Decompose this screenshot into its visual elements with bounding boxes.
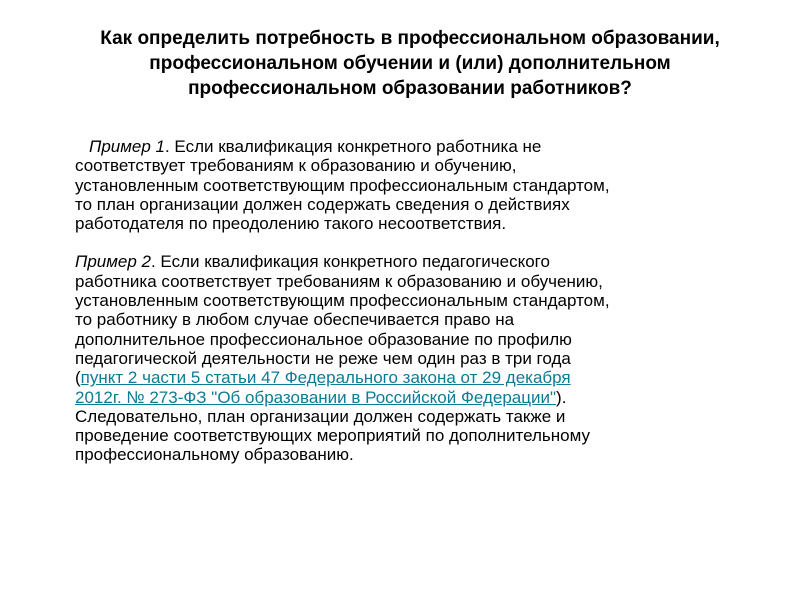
example-2-label: Пример 2 bbox=[75, 252, 151, 272]
example-1-paragraph bbox=[75, 137, 775, 233]
example-1-label: Пример 1 bbox=[89, 137, 165, 156]
open-paren: ( bbox=[75, 368, 81, 388]
close-paren: ). bbox=[556, 387, 567, 407]
example-1-line-4: то план организации должен содержать сведения о действиях bbox=[75, 194, 570, 214]
example-1-line-2: соответствует требованиям к образованию и обучению, bbox=[75, 156, 517, 176]
example-1-line-3: установленным соответствующим профессиональным стандартом, bbox=[75, 175, 610, 195]
example-2-line-10: проведение соответствующих мероприятий по дополнительному bbox=[75, 426, 590, 446]
slide-title bbox=[40, 26, 780, 101]
law-link-line-1[interactable]: пункт 2 части 5 статьи 47 Федерального закона от 29 декабря bbox=[80, 368, 571, 388]
law-reference-link[interactable] bbox=[75, 368, 571, 406]
example-2-line-1: . Если квалификация конкретного педагогического bbox=[150, 252, 550, 272]
example-2-line-5: дополнительное профессиональное образование по профилю bbox=[75, 329, 572, 349]
example-2-line-3: установленным соответствующим профессиональным стандартом, bbox=[75, 291, 610, 311]
example-2-line-4: то работнику в любом случае обеспечивается право на bbox=[75, 310, 515, 330]
title-line-2: профессиональном обучении и (или) дополнительном bbox=[149, 53, 671, 74]
title-line-1: Как определить потребность в профессиональном образовании, bbox=[100, 28, 720, 49]
example-2-paragraph bbox=[75, 252, 775, 464]
example-2-line-6: педагогической деятельности не реже чем один раз в три года bbox=[75, 348, 571, 368]
example-2-line-11: профессиональному образованию. bbox=[75, 445, 354, 465]
example-1-line-5: работодателя по преодолению такого несоответствия. bbox=[75, 214, 507, 234]
slide-body bbox=[75, 137, 775, 465]
example-2-line-2: работника соответствует требованиям к образованию и обучению, bbox=[75, 271, 603, 291]
example-1-line-1: . Если квалификация конкретного работника не bbox=[164, 137, 542, 156]
example-2-line-9: Следовательно, план организации должен содержать также и bbox=[75, 406, 566, 426]
title-line-3: профессиональном образовании работников? bbox=[188, 78, 632, 99]
law-link-line-2[interactable]: 2012г. № 273-ФЗ "Об образовании в Российской Федерации" bbox=[75, 387, 557, 407]
